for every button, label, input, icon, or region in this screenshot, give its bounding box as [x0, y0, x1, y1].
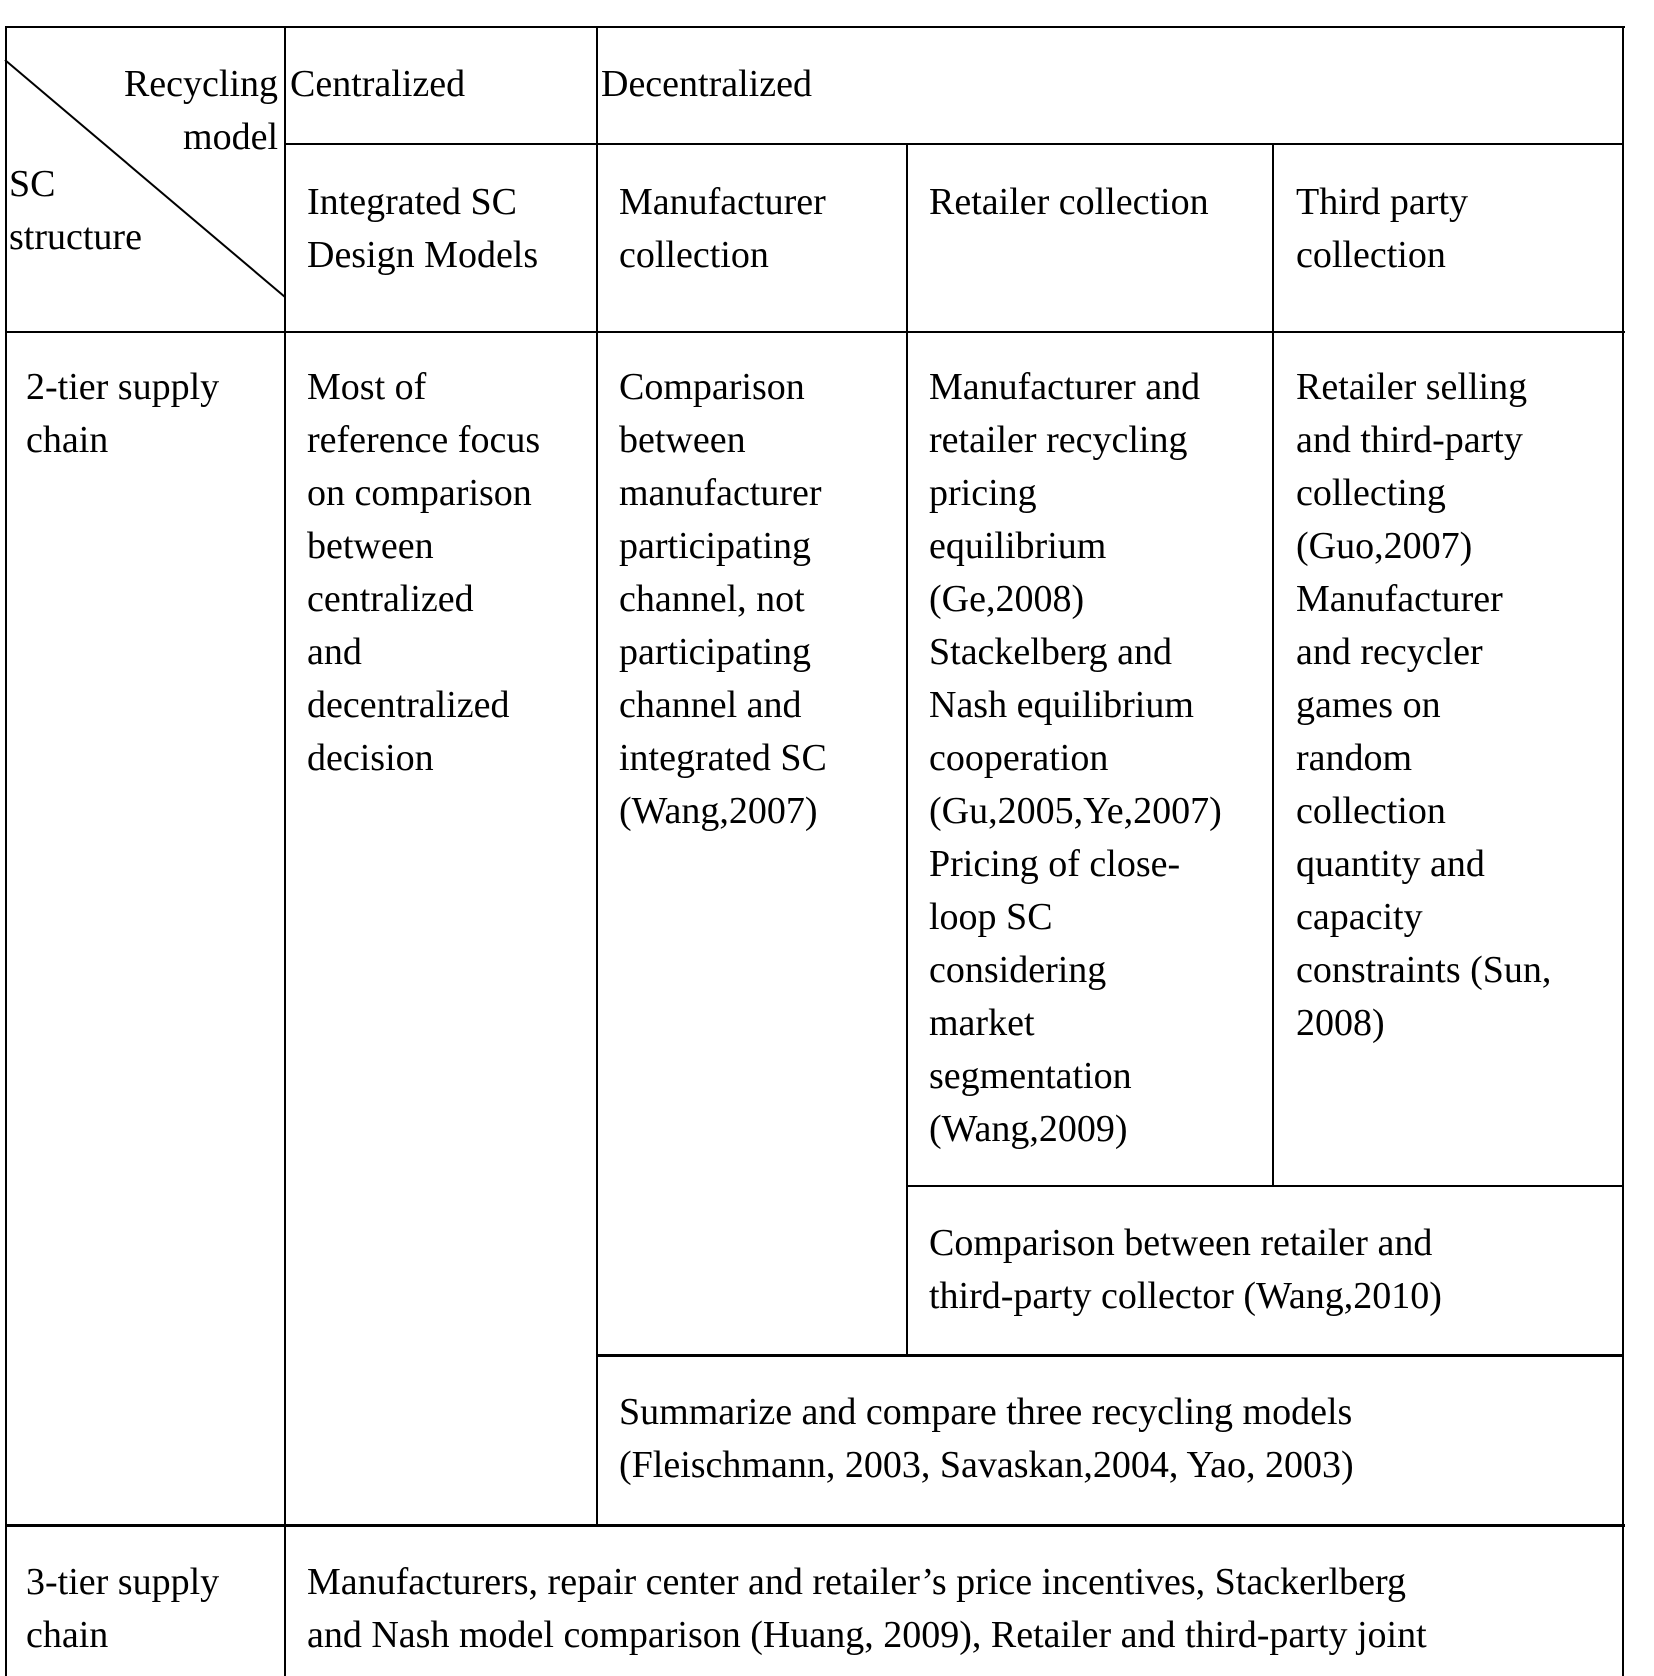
text-line: channel and: [619, 684, 802, 726]
text-line: cooperation: [929, 737, 1109, 779]
text-line: quantity and: [1296, 843, 1485, 885]
text-line: collection: [1296, 790, 1446, 832]
text-line: Comparison: [619, 366, 805, 408]
text-line: SC: [9, 163, 56, 205]
divider-summary: [596, 1354, 1624, 1357]
text-line: retailer recycling: [929, 419, 1188, 461]
corner-bottom-label: [9, 158, 142, 264]
text-line: decision: [307, 737, 434, 779]
text-line: 2-tier supply: [26, 366, 220, 408]
text-line: constraints (Sun,: [1296, 949, 1552, 991]
text-line: between: [619, 419, 746, 461]
divider-col2: [596, 26, 598, 1526]
divider-retailer-third: [906, 1185, 1624, 1187]
text-line: (Wang,2009): [929, 1108, 1128, 1150]
text-line: equilibrium: [929, 525, 1107, 567]
row-label-2-tier: [26, 361, 219, 467]
text-line: loop SC: [929, 896, 1053, 938]
text-line: third-party collector (Wang,2010): [929, 1275, 1442, 1317]
text-line: Integrated SC: [307, 181, 518, 223]
text-line: model: [183, 116, 278, 158]
text-line: structure: [9, 216, 142, 258]
text-line: and Nash model comparison (Huang, 2009), Retailer and third-party joint: [307, 1614, 1427, 1656]
text-line: collecting: [1296, 472, 1446, 514]
cell-2tier-summary: [619, 1386, 1354, 1492]
text-line: chain: [26, 1614, 109, 1656]
cell-2tier-manufacturer: [619, 361, 827, 838]
text-line: Third party: [1296, 181, 1469, 223]
text-line: and: [307, 631, 362, 673]
text-line: 3-tier supply: [26, 1561, 220, 1603]
text-line: segmentation: [929, 1055, 1132, 1097]
text-line: Pricing of close-: [929, 843, 1181, 885]
subheader-retailer: [929, 176, 1209, 229]
text-line: Retailer collection: [929, 181, 1209, 223]
text-line: Stackelberg and: [929, 631, 1173, 673]
text-line: manufacturer: [619, 472, 822, 514]
text-line: random: [1296, 737, 1413, 779]
text-line: (Guo,2007): [1296, 525, 1473, 567]
text-line: (Fleischmann, 2003, Savaskan,2004, Yao, 2003): [619, 1444, 1354, 1486]
text-line: participating: [619, 631, 812, 673]
subheader-manufacturer: [619, 176, 826, 282]
cell-2tier-retailer-vs-third: [929, 1217, 1442, 1323]
header-decentralized-text: Decentralized: [601, 63, 812, 105]
text-line: Most of: [307, 366, 427, 408]
header-decentralized: [601, 58, 812, 111]
text-line: centralized: [307, 578, 474, 620]
divider-col4: [1272, 144, 1274, 1186]
cell-2tier-integrated: [307, 361, 540, 785]
text-line: reference focus: [307, 419, 541, 461]
text-line: Comparison between retailer and: [929, 1222, 1433, 1264]
text-line: Manufacturer: [619, 181, 826, 223]
text-line: and third-party: [1296, 419, 1523, 461]
text-line: participating: [619, 525, 812, 567]
corner-top-label: [124, 58, 278, 164]
text-line: decentralized: [307, 684, 510, 726]
text-line: channel, not: [619, 578, 805, 620]
text-line: market: [929, 1002, 1035, 1044]
text-line: (Wang,2007): [619, 790, 818, 832]
text-line: Manufacturer and: [929, 366, 1201, 408]
text-line: on comparison: [307, 472, 532, 514]
text-line: pricing: [929, 472, 1037, 514]
text-line: considering: [929, 949, 1107, 991]
row-label-3-tier: [26, 1556, 219, 1662]
text-line: between: [307, 525, 434, 567]
divider-header-mid: [284, 143, 1624, 145]
cell-2tier-third-party: [1296, 361, 1551, 1050]
text-line: (Gu,2005,Ye,2007): [929, 790, 1222, 832]
text-line: and recycler: [1296, 631, 1483, 673]
subheader-third-party: [1296, 176, 1468, 282]
text-line: games on: [1296, 684, 1441, 726]
text-line: Design Models: [307, 234, 539, 276]
text-line: Manufacturers, repair center and retailer’s price incentives, Stackerlberg: [307, 1561, 1407, 1603]
text-line: collection: [619, 234, 769, 276]
text-line: Nash equilibrium: [929, 684, 1194, 726]
header-centralized-text: Centralized: [290, 63, 466, 105]
text-line: capacity: [1296, 896, 1423, 938]
text-line: integrated SC: [619, 737, 827, 779]
text-line: Summarize and compare three recycling models: [619, 1391, 1353, 1433]
text-line: Recycling: [123, 63, 278, 105]
text-line: chain: [26, 419, 109, 461]
header-centralized: [290, 58, 465, 111]
divider-tier-rows: [5, 1524, 1625, 1527]
table-border-right: [1622, 26, 1624, 1676]
divider-col3: [906, 144, 908, 1355]
text-line: 2008): [1296, 1002, 1385, 1044]
text-line: collection: [1296, 234, 1446, 276]
text-line: Retailer selling: [1296, 366, 1528, 408]
cell-2tier-retailer: [929, 361, 1222, 1156]
text-line: (Ge,2008): [929, 578, 1085, 620]
cell-3tier-content: [307, 1556, 1427, 1662]
text-line: Manufacturer: [1296, 578, 1503, 620]
subheader-integrated: [307, 176, 538, 282]
